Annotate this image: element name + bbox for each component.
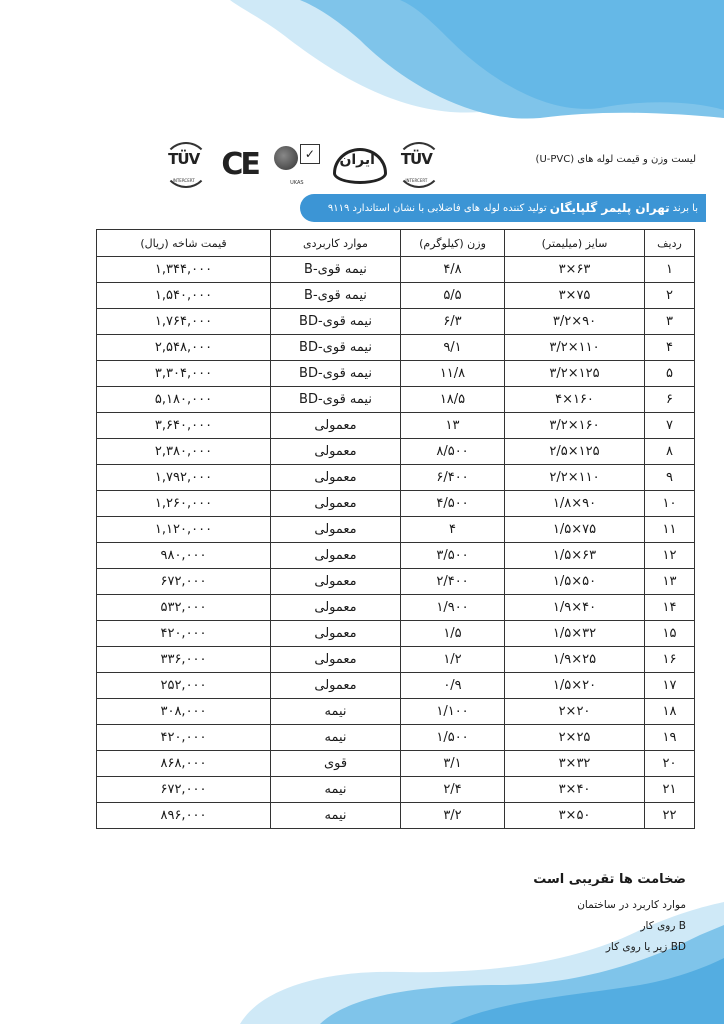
cell-usage: معمولی [271, 439, 401, 465]
cell-size: ۶۳×۱/۵ [505, 543, 645, 569]
table-row [97, 465, 695, 491]
cell-usage: نیمه قوی-B [271, 283, 401, 309]
cell-price: ۳۰۸,۰۰۰ [97, 699, 271, 725]
cell-usage: معمولی [271, 517, 401, 543]
cell-row-number: ۲۲ [645, 803, 695, 829]
cell-weight: ۰/۹ [401, 673, 505, 699]
cell-row-number: ۴ [645, 335, 695, 361]
cell-usage: معمولی [271, 413, 401, 439]
header-usage: موارد کاربردی [271, 230, 401, 257]
certification-logos [160, 138, 440, 190]
cell-size: ۷۵×۱/۵ [505, 517, 645, 543]
cell-row-number: ۱۶ [645, 647, 695, 673]
header-price: قیمت شاخه (ریال) [97, 230, 271, 257]
cell-weight: ۳/۵۰۰ [401, 543, 505, 569]
cell-row-number: ۲۰ [645, 751, 695, 777]
table-row [97, 803, 695, 829]
cell-weight: ۱۳ [401, 413, 505, 439]
cell-price: ۲۵۲,۰۰۰ [97, 673, 271, 699]
cell-usage: نیمه قوی-BD [271, 309, 401, 335]
cell-price: ۱,۱۲۰,۰۰۰ [97, 517, 271, 543]
quality-cert-logo: ✓ UKAS [272, 140, 319, 188]
cell-weight: ۱۸/۵ [401, 387, 505, 413]
cell-price: ۶۷۲,۰۰۰ [97, 569, 271, 595]
cell-row-number: ۱۱ [645, 517, 695, 543]
header-weight: وزن (کیلوگرم) [401, 230, 505, 257]
cell-usage: نیمه [271, 777, 401, 803]
table-row [97, 647, 695, 673]
cell-usage: معمولی [271, 595, 401, 621]
cell-price: ۶۷۲,۰۰۰ [97, 777, 271, 803]
table-row [97, 439, 695, 465]
table-header-row [97, 230, 695, 257]
cell-weight: ۱۱/۸ [401, 361, 505, 387]
cell-usage: نیمه [271, 699, 401, 725]
cell-usage: معمولی [271, 543, 401, 569]
table-row [97, 257, 695, 283]
cell-row-number: ۱۰ [645, 491, 695, 517]
cell-weight: ۴/۵۰۰ [401, 491, 505, 517]
cell-size: ۵۰×۱/۵ [505, 569, 645, 595]
banner-prefix: با برند [672, 202, 698, 214]
cell-size: ۵۰×۳ [505, 803, 645, 829]
cell-weight: ۴ [401, 517, 505, 543]
table-row [97, 543, 695, 569]
cell-weight: ۵/۵ [401, 283, 505, 309]
cell-price: ۴۲۰,۰۰۰ [97, 621, 271, 647]
notes-section [286, 872, 686, 962]
cell-usage: نیمه قوی-B [271, 257, 401, 283]
notes-heading: ضخامت ها تقریبی است [533, 872, 686, 887]
cell-size: ۳۲×۳ [505, 751, 645, 777]
cell-size: ۳۲×۱/۵ [505, 621, 645, 647]
table-row [97, 673, 695, 699]
cell-usage: نیمه [271, 803, 401, 829]
cell-size: ۲۰×۲ [505, 699, 645, 725]
cell-weight: ۴/۸ [401, 257, 505, 283]
cell-price: ۴۲۰,۰۰۰ [97, 725, 271, 751]
cell-price: ۱,۷۶۴,۰۰۰ [97, 309, 271, 335]
cell-usage: معمولی [271, 569, 401, 595]
cell-row-number: ۱۲ [645, 543, 695, 569]
cell-row-number: ۳ [645, 309, 695, 335]
cell-usage: معمولی [271, 465, 401, 491]
table-row [97, 569, 695, 595]
table-row [97, 699, 695, 725]
cell-size: ۲۰×۱/۵ [505, 673, 645, 699]
banner-brand: تهران پلیمر گلپایگان [549, 201, 670, 215]
cell-usage: معمولی [271, 621, 401, 647]
cell-usage: معمولی [271, 647, 401, 673]
cell-size: ۱۶۰×۳/۲ [505, 413, 645, 439]
table-row [97, 517, 695, 543]
cell-row-number: ۲۱ [645, 777, 695, 803]
cell-weight: ۱/۱۰۰ [401, 699, 505, 725]
table-row [97, 413, 695, 439]
cell-usage: قوی [271, 751, 401, 777]
cell-usage: معمولی [271, 673, 401, 699]
cell-price: ۵,۱۸۰,۰۰۰ [97, 387, 271, 413]
cell-weight: ۳/۱ [401, 751, 505, 777]
cell-size: ۴۰×۳ [505, 777, 645, 803]
cell-row-number: ۸ [645, 439, 695, 465]
tuv-logo-2: TÜV INTERCERT [393, 139, 440, 189]
cell-row-number: ۱۵ [645, 621, 695, 647]
cell-weight: ۱/۹۰۰ [401, 595, 505, 621]
cell-row-number: ۱ [645, 257, 695, 283]
table-row [97, 309, 695, 335]
cell-size: ۱۱۰×۳/۲ [505, 335, 645, 361]
cell-price: ۳۳۶,۰۰۰ [97, 647, 271, 673]
cell-price: ۳,۳۰۴,۰۰۰ [97, 361, 271, 387]
cell-price: ۱,۲۶۰,۰۰۰ [97, 491, 271, 517]
cell-row-number: ۱۷ [645, 673, 695, 699]
cell-row-number: ۷ [645, 413, 695, 439]
cell-price: ۱,۵۴۰,۰۰۰ [97, 283, 271, 309]
cell-size: ۱۶۰×۴ [505, 387, 645, 413]
cell-row-number: ۱۴ [645, 595, 695, 621]
cell-price: ۲,۳۸۰,۰۰۰ [97, 439, 271, 465]
table-row [97, 595, 695, 621]
cell-row-number: ۶ [645, 387, 695, 413]
cell-size: ۱۲۵×۲/۵ [505, 439, 645, 465]
table-row [97, 777, 695, 803]
cell-size: ۹۰×۱/۸ [505, 491, 645, 517]
cell-row-number: ۱۸ [645, 699, 695, 725]
tuv-logo: TÜV INTERCERT [160, 139, 207, 189]
cell-weight: ۹/۱ [401, 335, 505, 361]
isiri-standard-logo: ایران [333, 144, 378, 184]
brand-banner [300, 194, 706, 222]
cell-weight: ۱/۲ [401, 647, 505, 673]
note-line: B روی کار [640, 920, 686, 932]
cell-price: ۱,۷۹۲,۰۰۰ [97, 465, 271, 491]
cell-size: ۲۵×۲ [505, 725, 645, 751]
cell-row-number: ۹ [645, 465, 695, 491]
cell-usage: نیمه قوی-BD [271, 335, 401, 361]
cell-weight: ۲/۴۰۰ [401, 569, 505, 595]
cell-usage: نیمه قوی-BD [271, 361, 401, 387]
price-list-title: لیست وزن و قیمت لوله های (U-PVC) [535, 154, 696, 165]
cell-weight: ۸/۵۰۰ [401, 439, 505, 465]
cell-price: ۸۹۶,۰۰۰ [97, 803, 271, 829]
cell-price: ۲,۵۴۸,۰۰۰ [97, 335, 271, 361]
note-line: موارد کاربرد در ساختمان [577, 899, 686, 911]
table-row [97, 491, 695, 517]
cell-price: ۸۶۸,۰۰۰ [97, 751, 271, 777]
cell-row-number: ۱۹ [645, 725, 695, 751]
cell-size: ۶۳×۳ [505, 257, 645, 283]
cell-usage: معمولی [271, 491, 401, 517]
cell-price: ۳,۶۴۰,۰۰۰ [97, 413, 271, 439]
cell-size: ۷۵×۳ [505, 283, 645, 309]
header-row-number: ردیف [645, 230, 695, 257]
cell-size: ۱۲۵×۳/۲ [505, 361, 645, 387]
cell-size: ۴۰×۱/۹ [505, 595, 645, 621]
note-line: BD زیر یا روی کار [605, 941, 686, 953]
header-size: سایز (میلیمتر) [505, 230, 645, 257]
table-row [97, 751, 695, 777]
cell-weight: ۳/۲ [401, 803, 505, 829]
cell-weight: ۱/۵ [401, 621, 505, 647]
cell-size: ۱۱۰×۲/۲ [505, 465, 645, 491]
cell-weight: ۶/۳ [401, 309, 505, 335]
cell-row-number: ۲ [645, 283, 695, 309]
cell-size: ۲۵×۱/۹ [505, 647, 645, 673]
cell-price: ۵۳۲,۰۰۰ [97, 595, 271, 621]
cell-size: ۹۰×۳/۲ [505, 309, 645, 335]
table-row [97, 725, 695, 751]
table-row [97, 335, 695, 361]
cell-usage: نیمه قوی-BD [271, 387, 401, 413]
table-row [97, 283, 695, 309]
table-row [97, 621, 695, 647]
ce-mark-logo: CE [221, 146, 258, 182]
cell-price: ۱,۳۴۴,۰۰۰ [97, 257, 271, 283]
cell-weight: ۶/۴۰۰ [401, 465, 505, 491]
cell-usage: نیمه [271, 725, 401, 751]
cell-weight: ۱/۵۰۰ [401, 725, 505, 751]
price-table [96, 229, 695, 829]
cell-row-number: ۱۳ [645, 569, 695, 595]
cell-price: ۹۸۰,۰۰۰ [97, 543, 271, 569]
cell-weight: ۲/۴ [401, 777, 505, 803]
cell-row-number: ۵ [645, 361, 695, 387]
banner-suffix: تولید کننده لوله های فاضلابی با نشان استاندارد ۹۱۱۹ [327, 202, 547, 214]
table-row [97, 361, 695, 387]
table-row [97, 387, 695, 413]
